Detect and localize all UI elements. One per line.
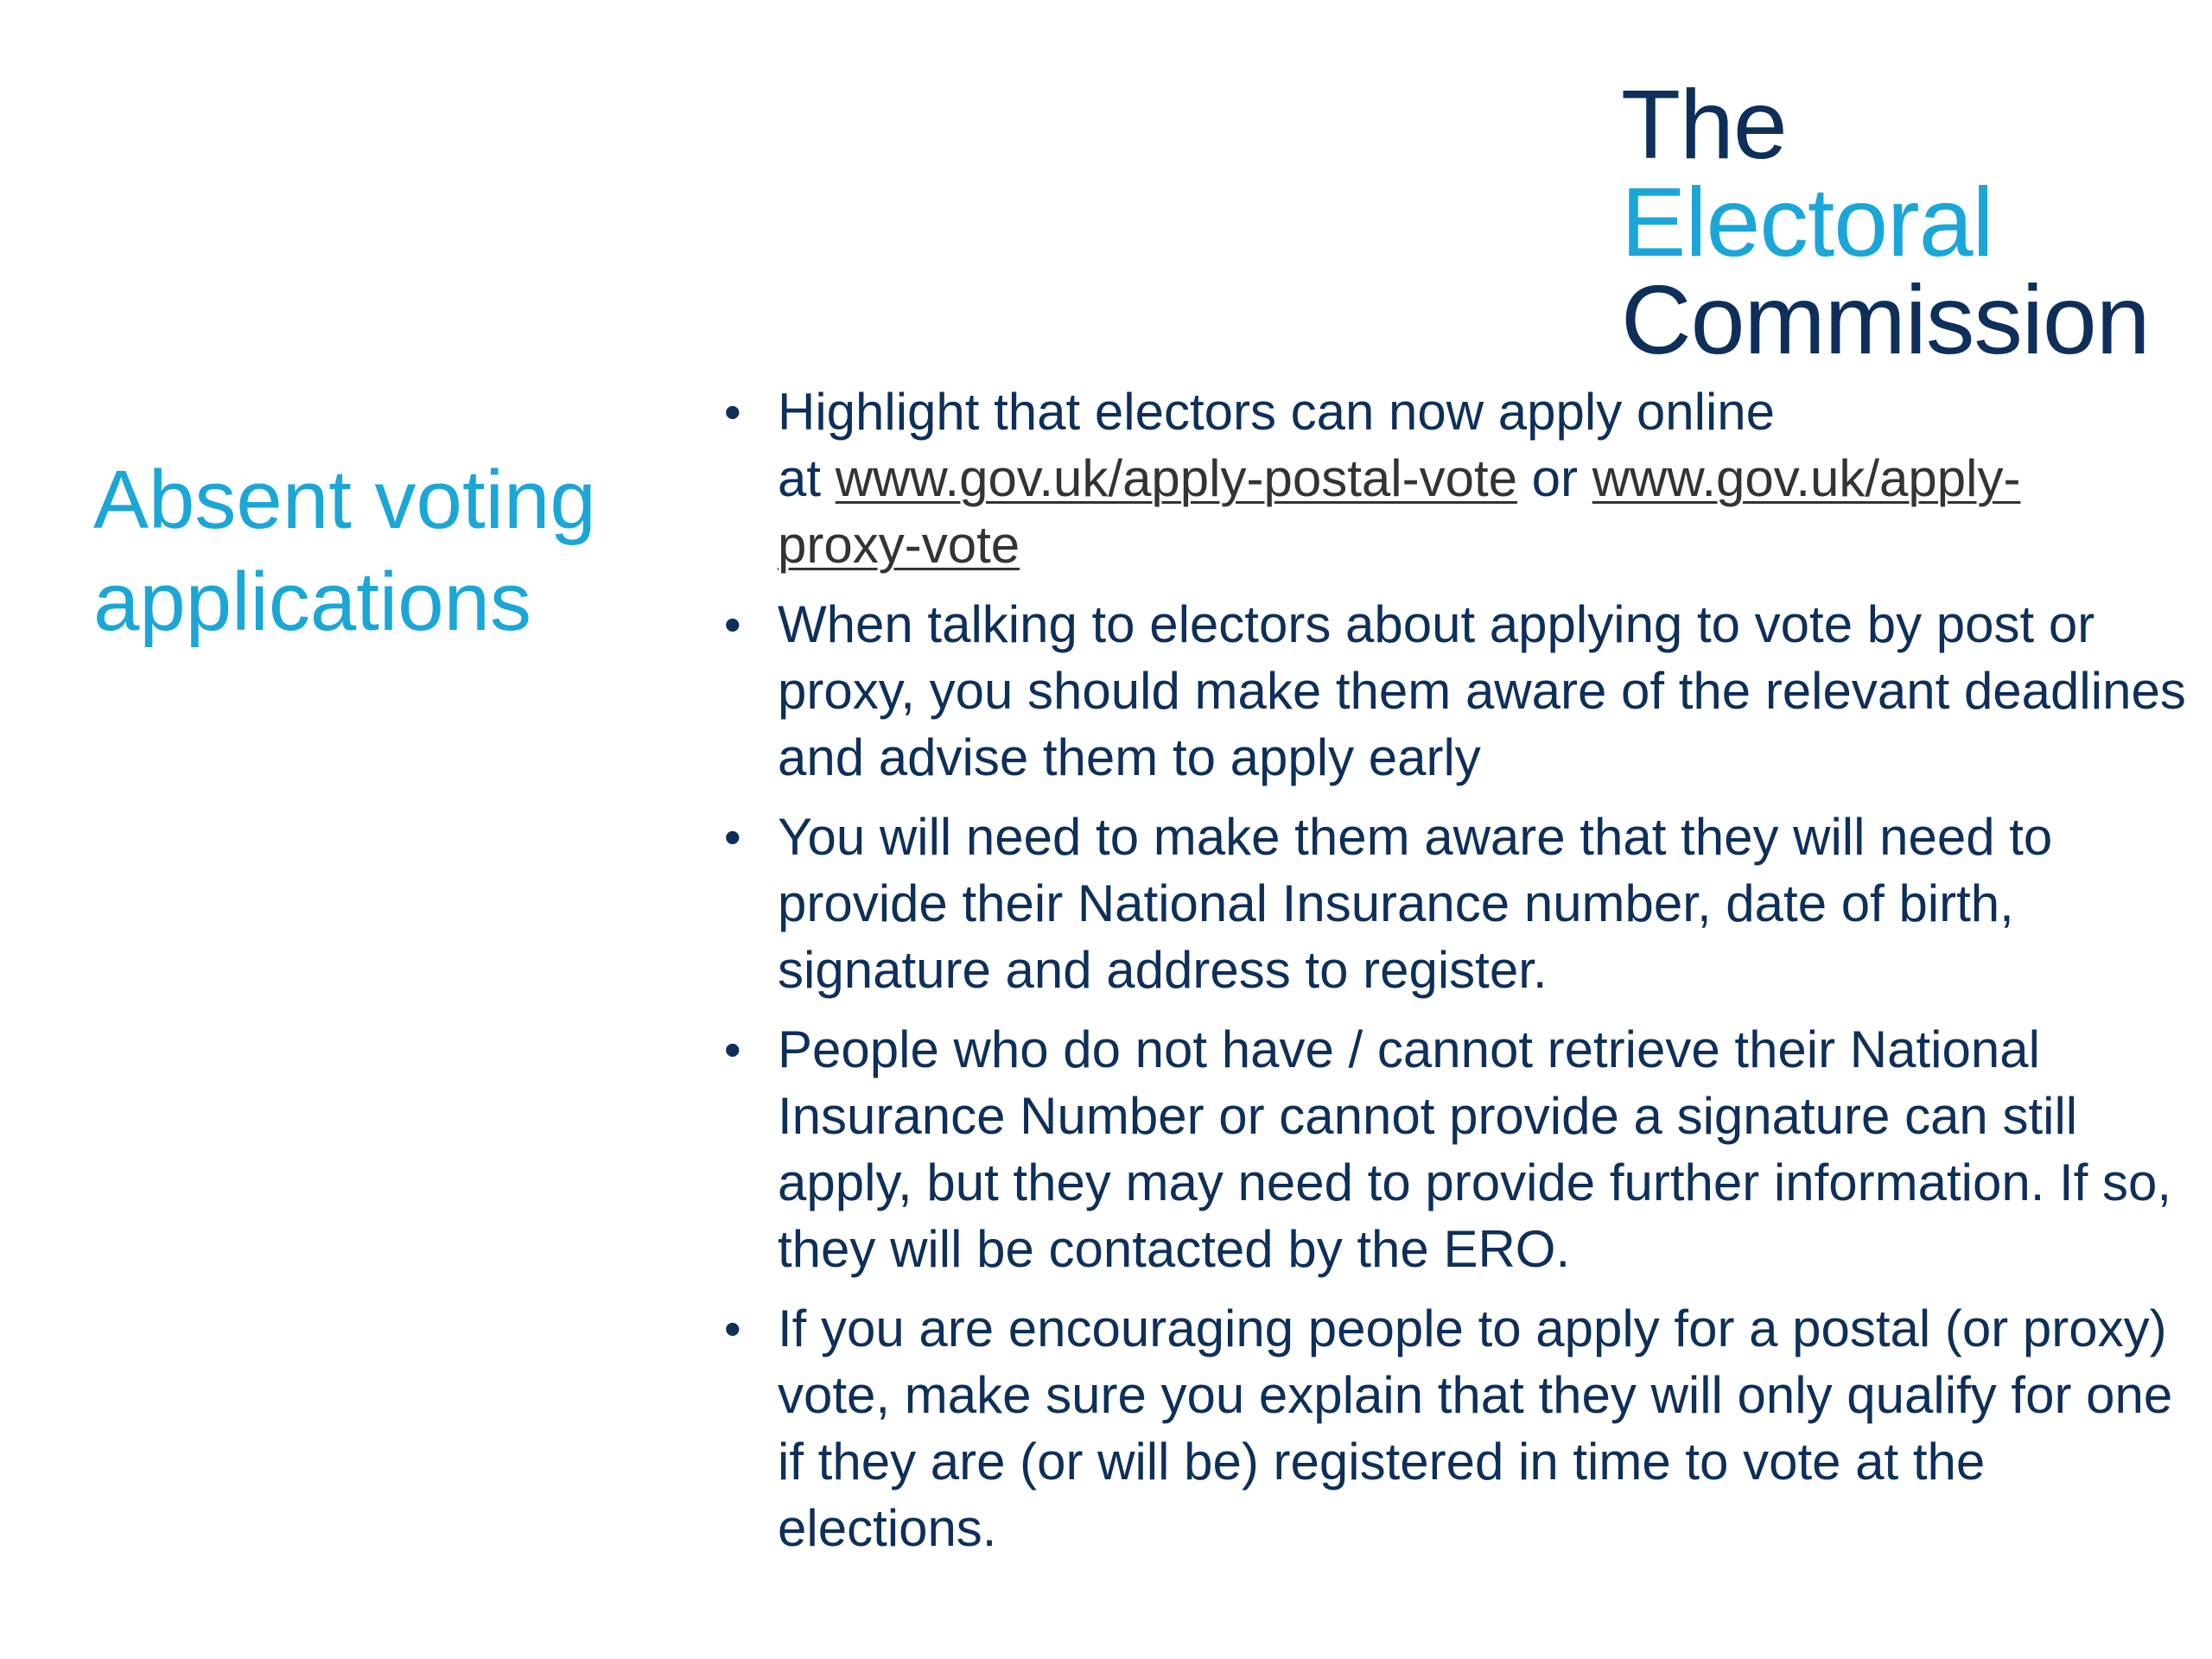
bullet-dot-icon: •	[724, 1301, 741, 1356]
bullet-text: People who do not have / cannot retrieve their National Insurance Number or cannot provide a signature can still apply, but they may need to provide further information. If so, they will be contacted by the ERO.	[778, 1020, 2172, 1278]
bullet-list	[717, 378, 2186, 1574]
postal-vote-link[interactable]: www.gov.uk/apply-postal-vote	[835, 449, 1517, 507]
bullet-text: Highlight that electors can now apply online	[778, 383, 1776, 441]
title-line-1: Absent voting	[93, 454, 596, 546]
slide-title	[93, 449, 698, 653]
logo-line-the: The	[1621, 70, 1787, 179]
bullet-dot-icon: •	[724, 597, 741, 652]
bullet-text: at	[778, 449, 836, 507]
logo-line-electoral: Electoral	[1621, 168, 1993, 276]
bullet-text: You will need to make them aware that they will need to provide their National Insurance number, date of birth, signature and address to register.	[778, 808, 2053, 999]
bullet-text: or	[1516, 449, 1592, 507]
proxy-vote-link-part-1[interactable]: www.gov.uk/apply-	[1592, 449, 2021, 507]
bullet-item-deadlines	[717, 591, 2186, 791]
proxy-vote-link-part-2[interactable]: proxy-vote	[778, 516, 1020, 574]
logo-line-commission: Commission	[1621, 265, 2150, 374]
bullet-text: When talking to electors about applying to vote by post or proxy, you should make them aware of the relevant deadlines and advise them to apply early	[778, 595, 2186, 786]
bullet-dot-icon: •	[724, 810, 741, 864]
bullet-dot-icon: •	[724, 1022, 741, 1077]
bullet-item-required-info	[717, 804, 2186, 1003]
bullet-item-registration-time	[717, 1295, 2186, 1561]
bullet-dot-icon: •	[724, 385, 741, 439]
electoral-commission-logo	[1621, 70, 2174, 374]
title-line-2: applications	[93, 556, 531, 648]
bullet-item-no-ni-number	[717, 1016, 2186, 1282]
bullet-text: If you are encouraging people to apply for a postal (or proxy) vote, make sure you explain that they will only qualify for one if they are (or will be) registered in time to vote at the elections.	[778, 1300, 2173, 1557]
bullet-item-apply-online	[717, 378, 2186, 578]
